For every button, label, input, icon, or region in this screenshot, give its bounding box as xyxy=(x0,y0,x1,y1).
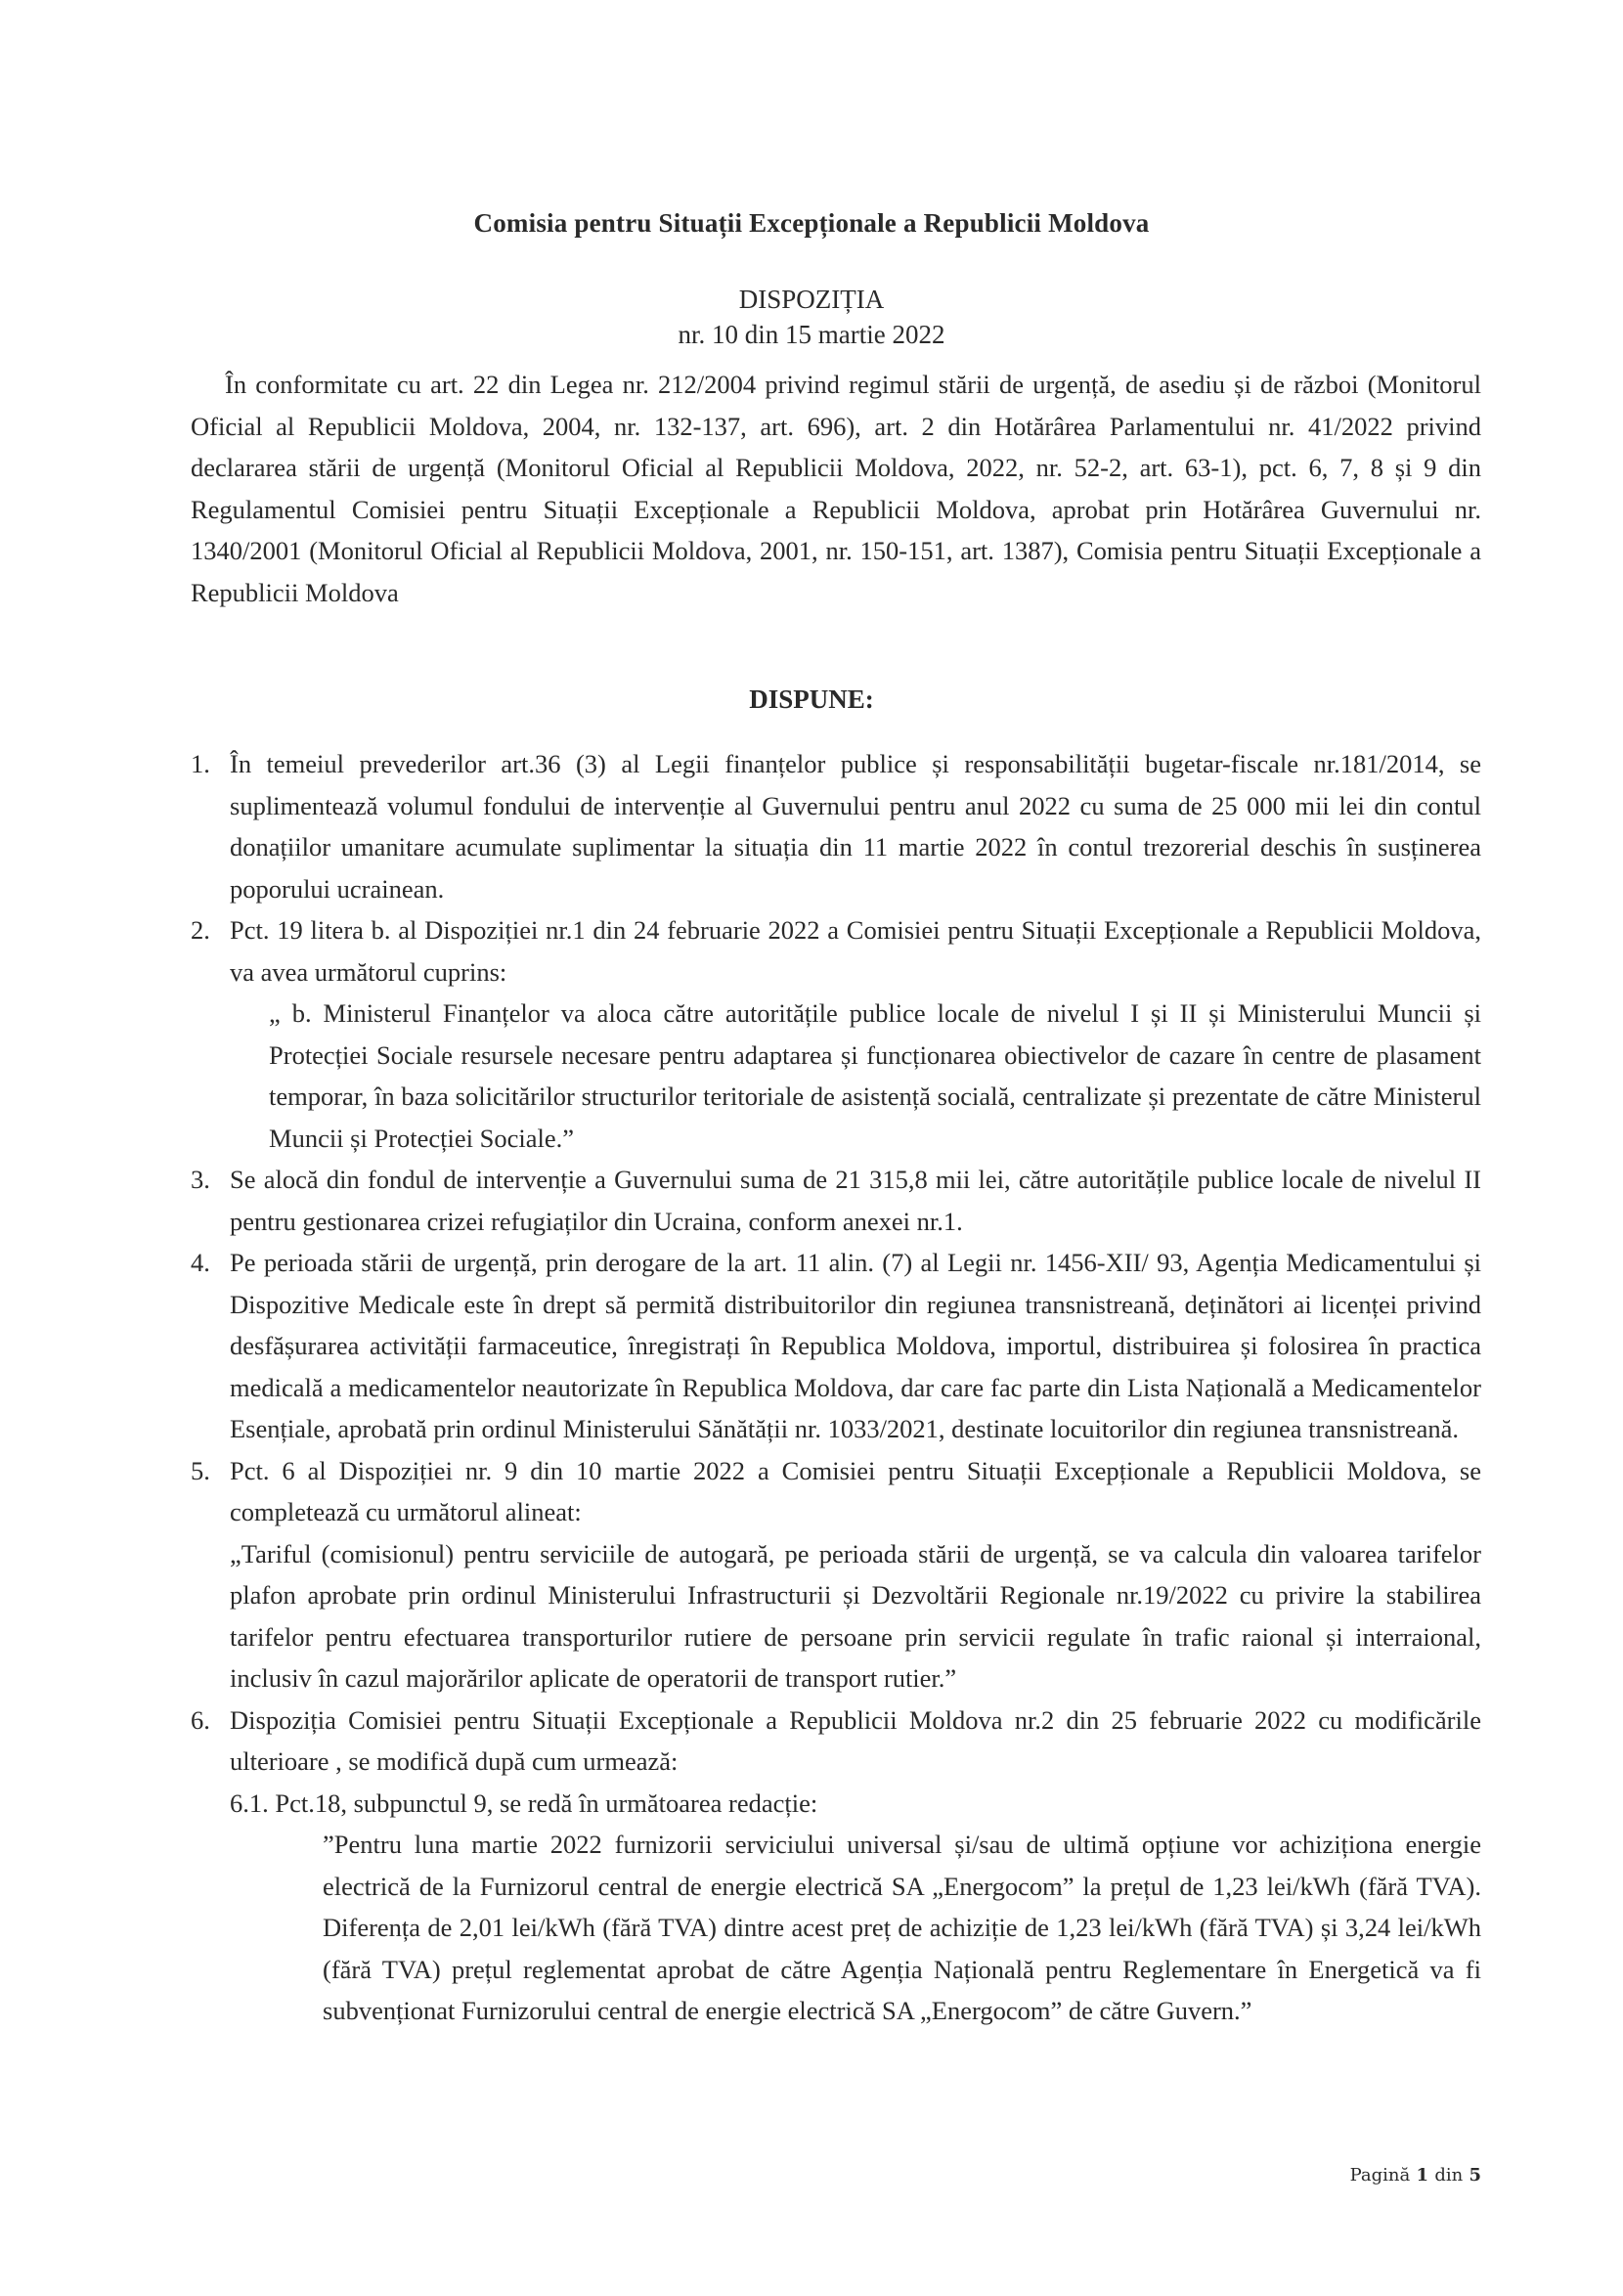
provision-item-1 xyxy=(191,743,1481,909)
page-number xyxy=(1350,2165,1481,2186)
provision-item-4 xyxy=(191,1242,1481,1450)
item-text: Pe perioada stării de urgență, prin derogare de la art. 11 alin. (7) al Legii nr. 1456-XII/ 93, Agenția Medicamentului și Dispozitive Medicale este în drept să permită distribuitorilor din regiunea transnistreană, deținători ai licenței privind desfășurarea activității farmaceutice, înregistrați în Republica Moldova, importul, distribuirea și folosirea în practica medicală a medicamentelor neautorizate în Republica Moldova, dar care fac parte din Lista Națională a Medicamentelor Esențiale, aprobată prin ordinul Ministerului Sănătății nr. 1033/2021, destinate locuitorilor din regiunea transnistreană. xyxy=(230,1248,1481,1443)
subitem-label: 6.1. Pct.18, subpunctul 9, se redă în următoarea redacție: xyxy=(230,1788,818,1818)
item-quote: „ b. Ministerul Finanțelor va aloca către autoritățile publice locale de nivelul I și II și Ministerului Muncii și Protecției Sociale resursele necesare pentru adaptarea și funcționarea obiectivelor de cazare în centre de plasament temporar, în baza solicitărilor structurilor teritoriale de asistență socială, centralizate și prezentate de către Ministerul Muncii și Protecției Sociale.” xyxy=(269,998,1481,1153)
provision-item-6 xyxy=(191,1700,1481,2032)
item-number: 1. xyxy=(191,749,210,778)
item-number: 3. xyxy=(191,1165,210,1194)
page-of: din xyxy=(1434,2165,1464,2186)
item-number: 2. xyxy=(191,915,210,945)
item-text: În temeiul prevederilor art.36 (3) al Legii finanțelor publice și responsabilității bugetar-fiscale nr.181/2014, se suplimentează volumul fondului de intervenție al Guvernului pentru anul 2022 cu suma de 25 000 mii lei din contul donațiilor umanitare acumulate suplimentar la situația din 11 martie 2022 în contul trezorerial deschis în susținerea poporului ucrainean. xyxy=(230,749,1481,904)
page-current: 1 xyxy=(1416,2165,1429,2186)
item-text: Se alocă din fondul de intervenție a Guvernului suma de 21 315,8 mii lei, către autoritățile publice locale de nivelul II pentru gestionarea crizei refugiaților din Ucraina, conform anexei nr.1. xyxy=(230,1165,1481,1236)
dispune-heading: DISPUNE: xyxy=(749,684,874,714)
item-text: Pct. 6 al Dispoziției nr. 9 din 10 martie 2022 a Comisiei pentru Situații Excepționale a Republicii Moldova, se completează cu următorul alineat: xyxy=(230,1455,1481,1526)
provision-item-3 xyxy=(191,1159,1481,1242)
provision-item-2 xyxy=(191,909,1481,1159)
provision-item-5 xyxy=(191,1450,1481,1700)
issuer-title: Comisia pentru Situații Excepționale a Republicii Moldova xyxy=(473,208,1150,238)
preamble-paragraph: În conformitate cu art. 22 din Legea nr. 212/2004 privind regimul stării de urgență, de asediu și de război (Monitorul Oficial al Republicii Moldova, 2004, nr. 132-137, art. 696), art. 2 din Hotărârea Parlamentului nr. 41/2022 privind declararea stării de urgență (Monitorul Oficial al Republicii Moldova, 2022, nr. 52-2, art. 63-1), pct. 6, 7, 8 și 9 din Regulamentul Comisiei pentru Situații Excepționale a Republicii Moldova, aprobat prin Hotărârea Guvernului nr. 1340/2001 (Monitorul Oficial al Republicii Moldova, 2001, nr. 150-151, art. 1387), Comisia pentru Situații Excepționale a Republicii Moldova xyxy=(191,370,1481,607)
document-type: DISPOZIȚIA xyxy=(738,285,885,314)
item-number: 6. xyxy=(191,1704,210,1735)
item-text: Pct. 19 litera b. al Dispoziției nr.1 din 24 februarie 2022 a Comisiei pentru Situații Excepționale a Republicii Moldova, va avea următorul cuprins: xyxy=(230,915,1481,987)
provisions-list xyxy=(191,743,1481,2032)
subitem-quote: ”Pentru luna martie 2022 furnizorii serviciului universal și/sau de ultimă opțiune vor achiziționa energie electrică de la Furnizorul central de energie electrică SA „Energocom” la prețul de 1,23 lei/kWh (fără TVA). Diferența de 2,01 lei/kWh (fără TVA) dintre acest preț de achiziție de 1,23 lei/kWh (fără TVA) și 3,24 lei/kWh (fără TVA) prețul reglementat aprobat de către Agenția Națională pentru Reglementare în Energetică va fi subvenționat Furnizorului central de energie electrică SA „Energocom” de către Guvern.” xyxy=(323,1830,1481,2025)
item-quote: „Tariful (comisionul) pentru serviciile de autogară, pe perioada stării de urgență, se va calcula din valoarea tarifelor plafon aprobate prin ordinul Ministerului Infrastructurii și Dezvoltării Regionale nr.19/2022 cu privire la stabilirea tarifelor pentru efectuarea transporturilor rutiere de persoane prin servicii regulate în trafic raional și interraional, inclusiv în cazul majorărilor aplicate de operatorii de transport rutier.” xyxy=(230,1538,1481,1693)
item-number: 4. xyxy=(191,1248,210,1277)
item-number: 5. xyxy=(191,1455,210,1485)
item-text: Dispoziția Comisiei pentru Situații Excepționale a Republicii Moldova nr.2 din 25 februarie 2022 cu modificările ulterioare , se modifică după cum urmează: xyxy=(230,1704,1481,1776)
page-word: Pagină xyxy=(1349,2165,1411,2186)
page-total: 5 xyxy=(1469,2165,1481,2186)
document-number: nr. 10 din 15 martie 2022 xyxy=(678,320,945,349)
